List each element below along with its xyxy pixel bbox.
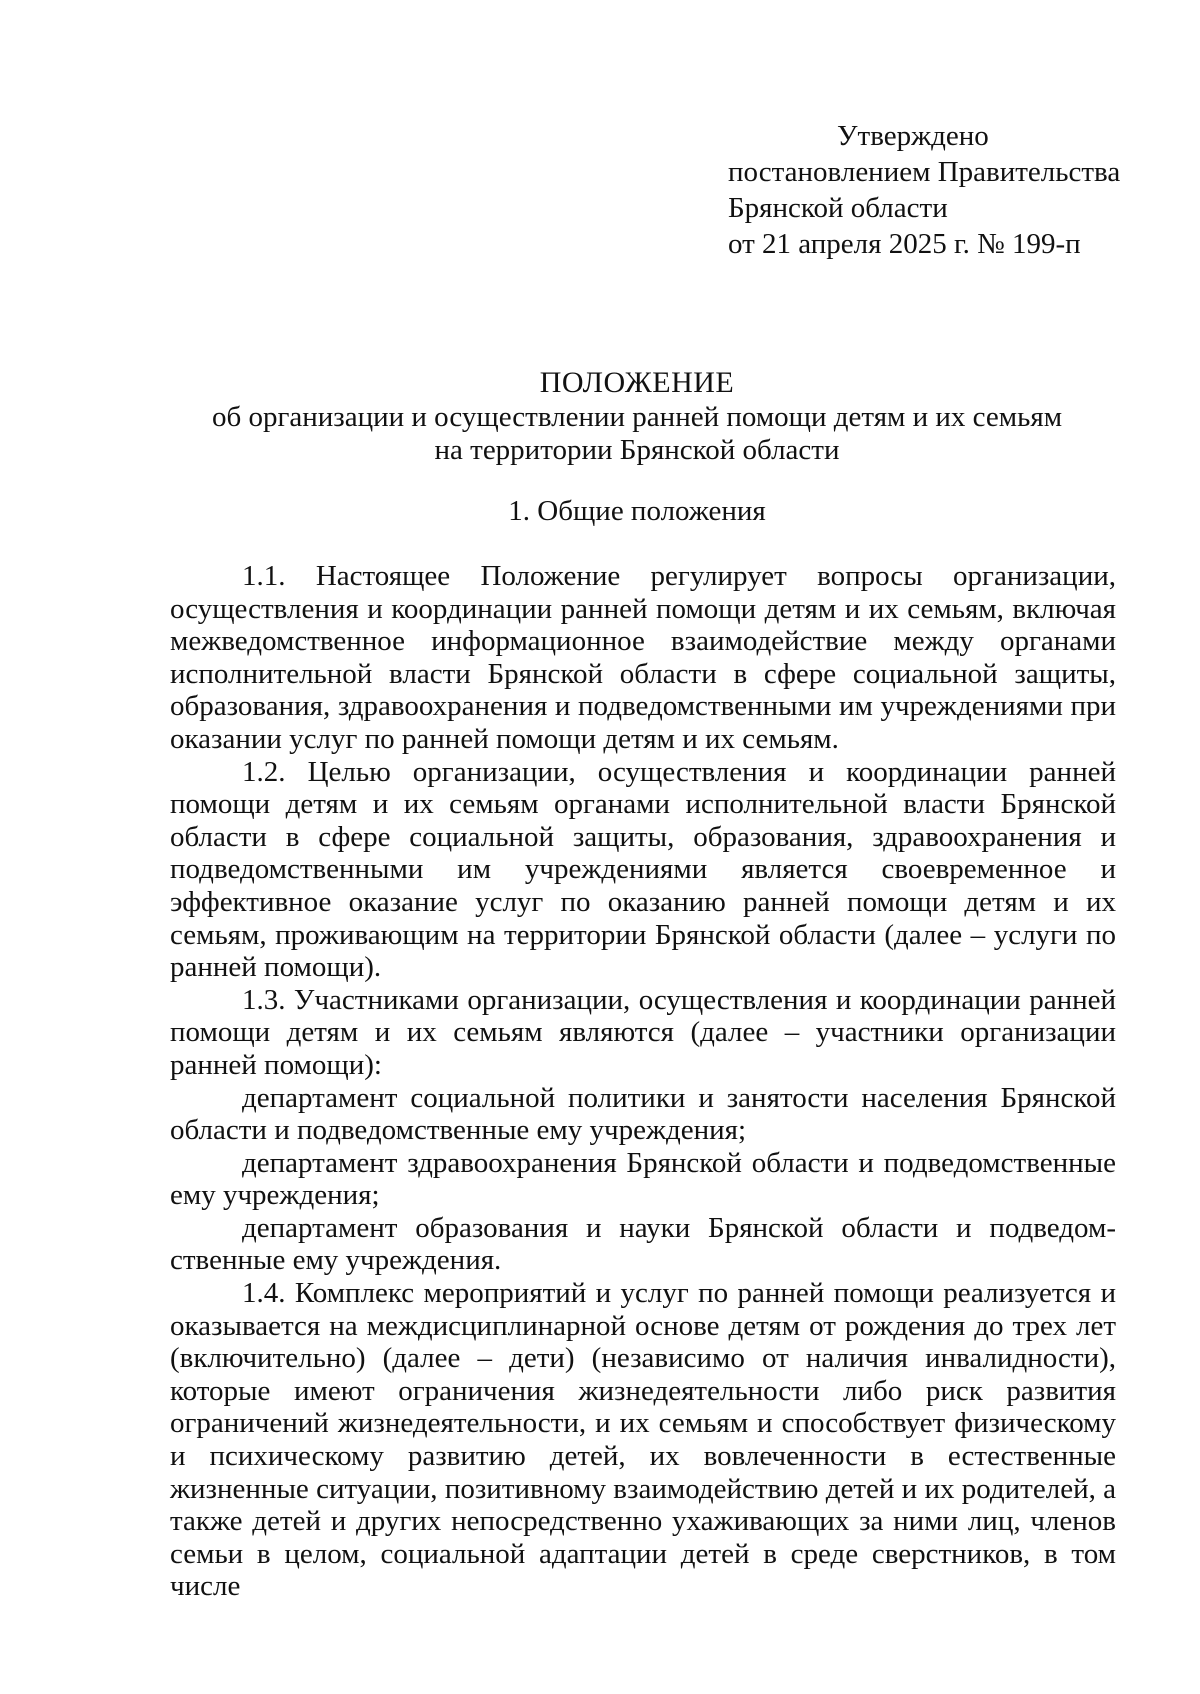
approval-line-date-number: от 21 апреля 2025 г. № 199-п	[728, 228, 1081, 260]
paragraph-1-3: 1.3. Участниками организации, осуществления и координации ранней помощи детям и их семьям являются (далее – участники организации ранней помощи):	[170, 983, 1116, 1081]
paragraph-participant-education: департамент образования и науки Брянской области и подведомственные ему учреждения.	[170, 1211, 1116, 1277]
approval-stamp	[728, 118, 1148, 262]
document-subtitle-line-2: на территории Брянской области	[434, 434, 840, 466]
document-title-block	[0, 366, 1200, 467]
document-subtitle-line-1: об организации и осуществлении ранней помощи детям и их семьям	[211, 401, 1063, 433]
document-title: ПОЛОЖЕНИЕ	[539, 366, 735, 399]
paragraph-1-2: 1.2. Целью организации, осуществления и координации ранней помощи детям и их семьям органами исполнительной власти Брянской области в сфере социальной защиты, образования, здравоохранения и подведомственными им учреждениями является своевременное и эффективное оказание услуг по оказанию ранней помощи детям и их семьям, проживающим на территории Брянской области (далее – услуги по ранней помощи).	[170, 755, 1116, 984]
approval-line-approved: Утверждено	[837, 120, 989, 152]
paragraph-participant-health: департамент здравоохранения Брянской области и подведомственные ему учреждения;	[170, 1146, 1116, 1212]
approval-line-region: Брянской области	[728, 192, 948, 224]
paragraph-1-1: 1.1. Настоящее Положение регулирует вопросы организации, осуществления и координации ранней помощи детям и их семьям, включая межведомственное информационное взаимодействие между органами исполнительной власти Брянской области в сфере социальной защиты, образования, здравоохранения и подведомственными им учреждениями при оказании услуг по ранней помощи детям и их семьям.	[170, 560, 1116, 755]
document-body	[170, 560, 1116, 1603]
approval-line-resolution: постановлением Правительства	[728, 156, 1121, 188]
section-heading: 1. Общие положения	[508, 495, 766, 527]
paragraph-participant-social: департамент социальной политики и занятости населения Брянской области и подведомственные ему учреждения;	[170, 1081, 1116, 1147]
paragraph-1-4: 1.4. Комплекс мероприятий и услуг по ранней помощи реализуется и оказывается на междисциплинарной основе детям от рождения до трех лет (включительно) (далее – дети) (независимо от наличия инвалидности), которые имеют ограничения жизнедеятельности либо риск развития ограничений жизнедеятельности, и их семьям и способствует физическому и психическому развитию детей, их вовлеченности в естественные жизненные ситуации, позитивному взаимодействию детей и их родителей, а также детей и других непосредственно ухаживающих за ними лиц, членов семьи в целом, социальной адаптации детей в среде сверстников, в том числе	[170, 1277, 1116, 1603]
